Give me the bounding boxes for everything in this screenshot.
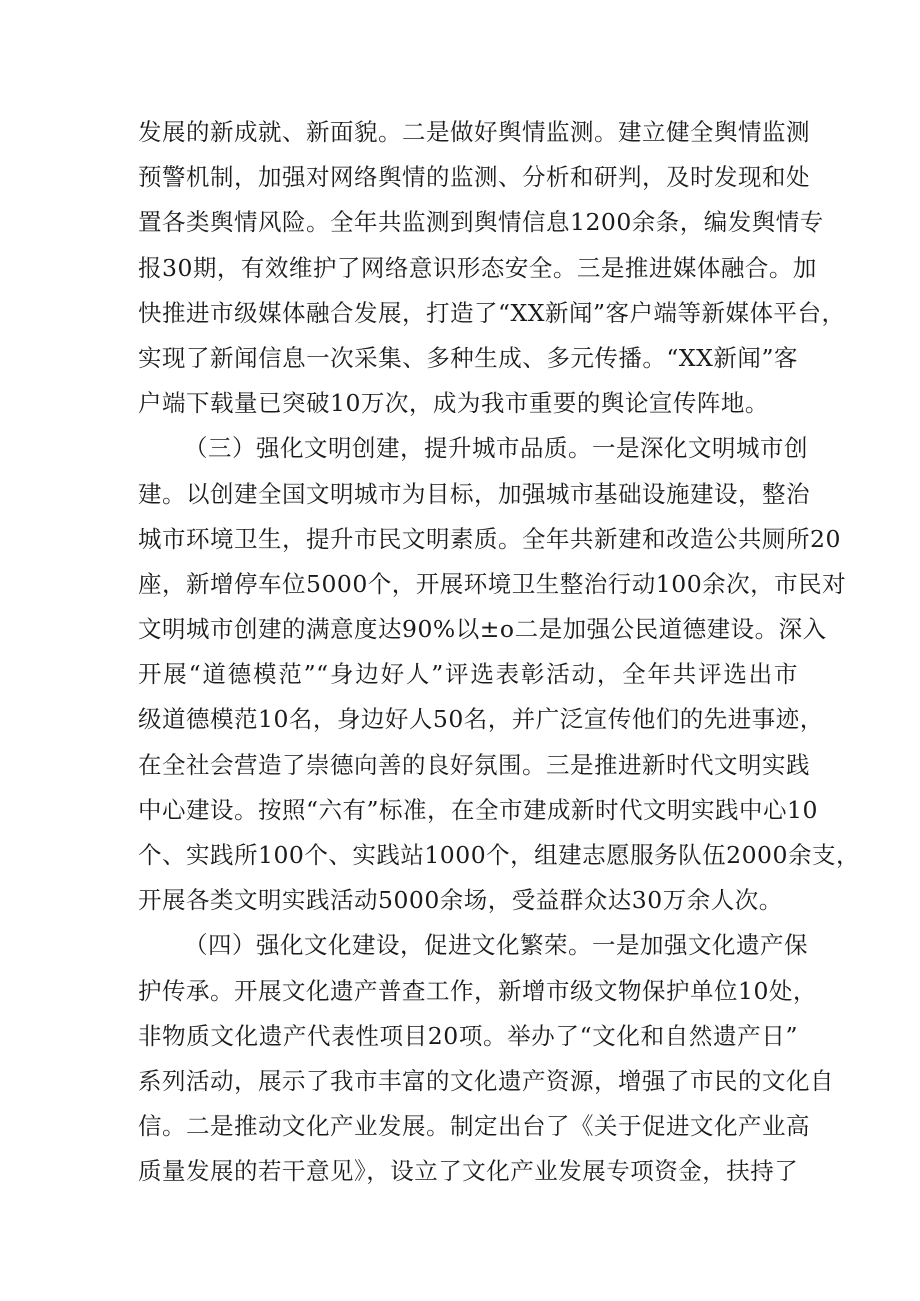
text-line: 在全社会营造了崇德向善的良好氛围。三是推进新时代文明实践: [138, 750, 810, 779]
text-line: 城市环境卫生，提升市民文明素质。全年共新建和改造公共厕所20: [138, 524, 841, 553]
text-line: 座，新增停车位5000个，开展环境卫生整治行动100余次，市民对: [138, 569, 847, 598]
text-line: 信。二是推动文化产业发展。制定出台了《关于促进文化产业高: [138, 1112, 810, 1141]
text-line: 个、实践所100个、实践站1000个，组建志愿服务队伍2000余支，: [138, 841, 860, 869]
text-line: 开展“道德模范”“身边好人”评选表彰活动，全年共评选出市: [138, 660, 798, 689]
text-line: 级道德模范10名，身边好人50名，并广泛宣传他们的先进事迹，: [138, 705, 824, 734]
text-line: 发展的新成就、新面貌。二是做好舆情监测。建立健全舆情监测: [138, 118, 810, 146]
text-line: 质量发展的若干意见》，设立了文化产业发展专项资金，扶持了: [138, 1157, 799, 1186]
text-line: 建。以创建全国文明城市为目标，加强城市基础设施建设，整治: [138, 479, 810, 508]
text-line: 中心建设。按照“六有”标准，在全市建成新时代文明实践中心10: [138, 795, 818, 824]
text-line: 预警机制，加强对网络舆情的监测、分析和研判，及时发现和处: [138, 163, 810, 192]
body-text: [138, 110, 860, 1195]
section-heading-line: （四）强化文化建设，促进文化繁荣。一是加强文化遗产保: [184, 931, 808, 960]
text-line: 快推进市级媒体融合发展，打造了“XX新闻”客户端等新媒体平台，: [138, 298, 846, 327]
text-line: 开展各类文明实践活动5000余场，受益群众达30万余人次。: [138, 886, 783, 915]
text-line: 系列活动，展示了我市丰富的文化遗产资源，增强了市民的文化自: [138, 1066, 834, 1095]
text-line: 报30期，有效维护了网络意识形态安全。三是推进媒体融合。加: [138, 253, 817, 282]
text-line: 户端下载量已突破10万次，成为我市重要的舆论宣传阵地。: [138, 389, 769, 418]
text-line: 护传承。开展文化遗产普查工作，新增市级文物保护单位10处，: [138, 976, 817, 1005]
text-line: 文明城市创建的满意度达90%以±o二是加强公民道德建设。深入: [138, 615, 827, 644]
text-line: 置各类舆情风险。全年共监测到舆情信息1200余条，编发舆情专: [138, 208, 824, 237]
text-line: 非物质文化遗产代表性项目20项。举办了“文化和自然遗产日”: [138, 1021, 798, 1050]
section-heading-line: （三）强化文明创建，提升城市品质。一是深化文明城市创: [184, 434, 808, 463]
text-line: 实现了新闻信息一次采集、多种生成、多元传播。“XX新闻”客: [138, 343, 798, 372]
